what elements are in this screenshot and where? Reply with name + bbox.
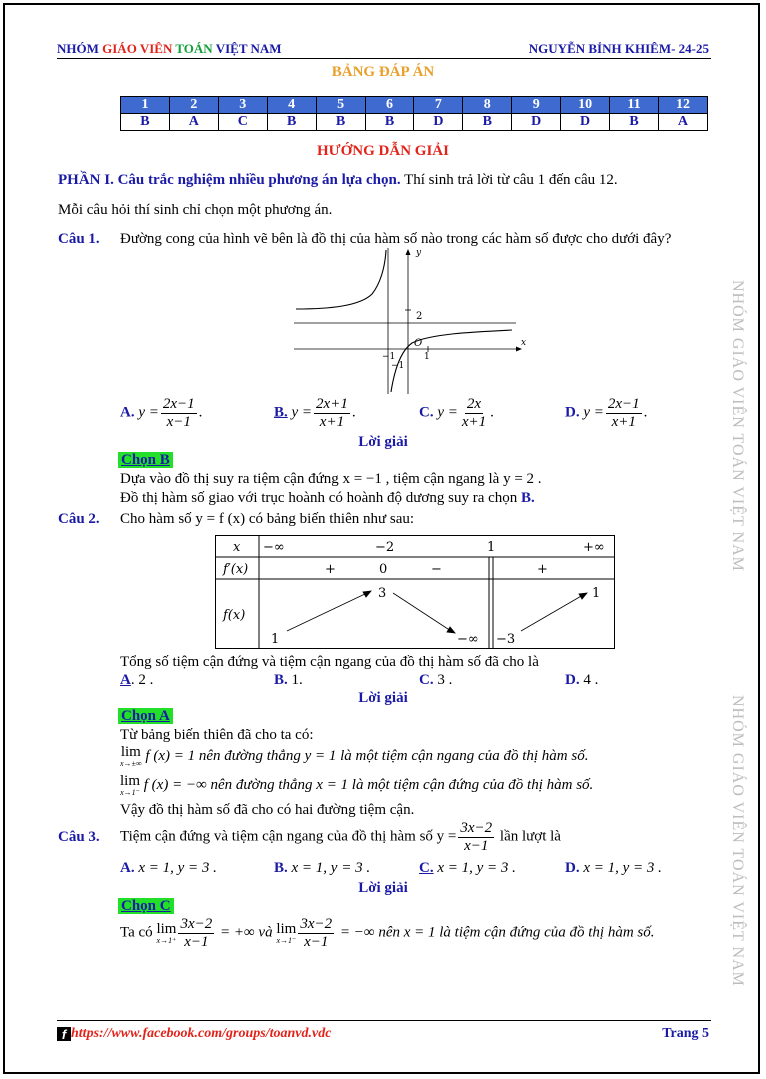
q3-option-c[interactable] [419, 860, 516, 877]
q1-option-d-fraction [606, 396, 642, 430]
q2-s1: Từ bảng biến thiên đã cho ta có: [120, 727, 314, 743]
answer-key-number: 10 [561, 97, 610, 114]
q1-option-d-lhs: y = [583, 404, 604, 421]
answer-key-answers-row [121, 114, 708, 131]
q2-option-a-letter: A [120, 672, 131, 688]
table-f-label: f(x) [223, 608, 246, 623]
q3-fraction [458, 820, 494, 854]
q3-option-c-text: x = 1, y = 3 . [433, 860, 516, 876]
table-x-neg2: −2 [375, 540, 395, 555]
table-fp-zero: 0 [379, 562, 388, 577]
q2-lim1-sub: x→±∞ [120, 759, 142, 768]
q1-sol2 [120, 490, 535, 507]
q2-option-a-text: . 2 . [130, 672, 154, 688]
q1-option-d[interactable] [565, 396, 647, 430]
q3-option-d-text: x = 1, y = 3 . [579, 860, 662, 876]
q3-lim2-word: lim [276, 920, 297, 937]
label-2: 2 [416, 311, 423, 322]
q2-s4: Vậy đồ thị hàm số đã cho có hai đường tiệm cận. [120, 802, 415, 818]
q1-option-a-lhs: y = [138, 404, 159, 421]
q3-lim1-num: 3x−2 [180, 916, 213, 932]
guide-title: HƯỚNG DẪN GIẢI [317, 143, 449, 159]
q1-option-c-den: x+1 [461, 413, 487, 430]
table-x-label: x [233, 540, 241, 555]
header-left-3: TOÁN [175, 41, 216, 56]
q2-question: Tổng số tiệm cận đứng và tiệm cận ngang của đồ thị hàm số đã cho là [120, 654, 539, 670]
q2-option-c-text: 3 . [433, 672, 453, 688]
q3-lim1 [156, 922, 176, 945]
watermark-1: NHÓM GIÁO VIÊN TOÁN VIỆT NAM [729, 280, 746, 572]
table-fp-plus2: + [537, 562, 548, 577]
q1-option-a-fraction [161, 396, 197, 430]
arrow-up-1 [287, 593, 367, 631]
table-f-1-right: 1 [592, 586, 601, 601]
answer-key-answer: B [316, 114, 365, 131]
q3-num: 3x−2 [460, 820, 493, 836]
q1-option-b-fraction [314, 396, 350, 430]
answer-key-answer: B [463, 114, 512, 131]
table-x-neg-inf: −∞ [263, 540, 285, 555]
table-f-neg-inf: −∞ [457, 632, 479, 647]
answer-key-number: 9 [512, 97, 561, 114]
q3-option-a-letter: A. [120, 860, 135, 876]
answer-key-answer: D [414, 114, 463, 131]
q2-lim1 [120, 745, 588, 768]
q1-option-a-end: . [198, 404, 203, 421]
q3-lim2-fraction [298, 916, 334, 950]
q1-option-d-num: 2x−1 [607, 396, 640, 412]
arrow-down [393, 593, 451, 631]
q3-option-b-letter: B. [274, 860, 288, 876]
q1-sol1: Dựa vào đồ thị suy ra tiệm cận đứng x = −1 , tiệm cận ngang là y = 2 . [120, 471, 542, 487]
answer-key-answer: D [561, 114, 610, 131]
origin-label: O [414, 338, 423, 349]
q1-text: Đường cong của hình vẽ bên là đồ thị của hàm số nào trong các hàm số được cho dưới đây? [120, 231, 672, 247]
answer-key-number: 7 [414, 97, 463, 114]
q1-option-b-end: . [351, 404, 356, 421]
q1-label: Câu 1. [58, 231, 100, 247]
table-f-neg3: −3 [496, 632, 516, 647]
q1-solution-title: Lời giải [358, 434, 408, 450]
q3-lim2-den: x−1 [304, 933, 329, 950]
q3-lim1-den: x−1 [184, 933, 209, 950]
watermark-2: NHÓM GIÁO VIÊN TOÁN VIỆT NAM [729, 695, 746, 987]
y-axis-arrow [406, 249, 411, 255]
page-number: Trang 5 [662, 1026, 709, 1041]
part1-title: PHẦN I. Câu trắc nghiệm nhiều phương án lựa chọn. [58, 172, 401, 188]
answer-key-number: 11 [610, 97, 659, 114]
arrow-up-2 [521, 595, 583, 631]
answer-key-answer: B [610, 114, 659, 131]
q3-text-b: lần lượt là [496, 828, 561, 845]
q1-option-d-end: . [643, 404, 648, 421]
part1-line1 [58, 172, 618, 189]
q3-text-a: Tiệm cận đứng và tiệm cận ngang của đồ thị hàm số y = [120, 828, 457, 845]
header-left-2: GIÁO VIÊN [102, 41, 176, 56]
q2-option-b[interactable] [274, 672, 303, 689]
q1-graph [290, 246, 526, 396]
q1-option-b[interactable] [274, 396, 356, 430]
q1-sol2a: Đồ thị hàm số giao với trục hoành có hoành độ dương suy ra chọn [120, 490, 522, 506]
q2-solution-title: Lời giải [358, 690, 408, 706]
answer-key-table [120, 96, 708, 131]
table-x-pos-inf: +∞ [583, 540, 605, 555]
answer-key-number: 12 [658, 97, 707, 114]
y-label: y [416, 248, 422, 258]
answer-key-answer: C [218, 114, 267, 131]
q2-option-d[interactable] [565, 672, 598, 689]
part1-rest: Thí sinh trả lời từ câu 1 đến câu 12. [400, 172, 618, 188]
q1-option-d-letter: D. [565, 404, 580, 421]
q1-chon: Chọn B [118, 452, 173, 468]
q1-option-a-den: x−1 [166, 413, 191, 430]
q1-option-c-lhs: y = [437, 404, 458, 421]
q2-option-b-letter: B. [274, 672, 288, 688]
q3-ta-co: Ta có [120, 924, 157, 941]
q3-option-d-letter: D. [565, 860, 580, 876]
curve-left-branch [296, 250, 386, 309]
footer-rule [57, 1020, 711, 1021]
header-rule [57, 58, 711, 59]
q1-option-c-fraction [460, 396, 488, 430]
q3-chon: Chọn C [118, 898, 174, 914]
label-neg1-x: −1 [382, 352, 396, 362]
q2-label: Câu 2. [58, 511, 100, 527]
table-fp-label: f′(x) [223, 562, 249, 577]
q2-lim1-word: lim [120, 744, 141, 760]
q2-option-b-text: 1. [287, 672, 303, 688]
q2-option-d-letter: D. [565, 672, 580, 688]
q3-label: Câu 3. [58, 829, 100, 845]
q2-text: Cho hàm số y = f (x) có bảng biến thiên như sau: [120, 511, 415, 527]
answer-key-answer: D [512, 114, 561, 131]
q3-option-a[interactable] [120, 860, 217, 877]
answer-key-number: 2 [169, 97, 218, 114]
q1-option-b-lhs: y = [291, 404, 313, 421]
footer-url[interactable]: https://www.facebook.com/groups/toanvd.vdc [71, 1026, 332, 1041]
curve-right-branch [391, 330, 512, 392]
q1-option-c-letter: C. [419, 404, 434, 421]
q3-option-d[interactable] [565, 860, 662, 877]
q1-option-b-num: 2x+1 [316, 396, 348, 412]
q3-den: x−1 [464, 837, 489, 854]
q1-option-a-letter: A. [120, 404, 135, 421]
q3-option-b[interactable] [274, 860, 370, 877]
answer-key-title: BẢNG ĐÁP ÁN [331, 64, 435, 80]
answer-key-number: 6 [365, 97, 414, 114]
q3-text [120, 820, 561, 854]
x-label: x [521, 338, 526, 348]
q3-solution-line [120, 916, 655, 950]
q3-option-c-letter: C. [419, 860, 434, 876]
q2-option-c[interactable] [419, 672, 452, 689]
table-fp-minus: − [431, 562, 442, 577]
arrow-up-2-head [579, 593, 587, 599]
answer-key-number: 3 [218, 97, 267, 114]
q3-lim1-fraction [178, 916, 214, 950]
q2-variation-table [215, 535, 616, 650]
facebook-icon: f [57, 1027, 71, 1041]
answer-key-answer: B [121, 114, 170, 131]
table-f-1-left: 1 [271, 632, 280, 647]
header-left [57, 41, 282, 57]
answer-key-number: 5 [316, 97, 365, 114]
footer-link[interactable] [57, 1026, 331, 1042]
q3-solution-title: Lời giải [358, 880, 408, 896]
q2-option-a[interactable] [120, 672, 153, 689]
q3-lim2 [276, 922, 296, 945]
q2-lim2-op [120, 774, 140, 797]
q2-chon: Chọn A [118, 708, 173, 724]
q2-lim1-op [120, 745, 142, 768]
q3-eq1: = +∞ và [216, 924, 277, 941]
answer-key-number: 8 [463, 97, 512, 114]
answer-key-numbers-row [121, 97, 708, 114]
q1-option-d-den: x+1 [611, 413, 636, 430]
label-neg1-y: −1 [391, 361, 405, 371]
header-right: NGUYỄN BỈNH KHIÊM- 24-25 [528, 41, 709, 56]
q3-option-b-text: x = 1, y = 3 . [287, 860, 371, 876]
q2-lim2-word: lim [120, 773, 141, 789]
header-left-1: NHÓM [57, 41, 103, 56]
answer-key-number: 1 [121, 97, 170, 114]
arrow-down-head [447, 627, 455, 633]
table-fp-plus1: + [325, 562, 336, 577]
q3-lim1-sub: x→1⁺ [156, 935, 177, 945]
q2-lim2 [120, 774, 593, 797]
q2-lim2-sub: x→1⁻ [120, 788, 140, 797]
part1-line2: Mỗi câu hỏi thí sinh chỉ chọn một phương án. [58, 202, 333, 218]
answer-key-number: 4 [267, 97, 316, 114]
table-f-3: 3 [378, 586, 387, 601]
q2-lim1-expr: f (x) = 1 nên đường thẳng y = 1 là một tiệm cận ngang của đồ thị hàm số. [141, 747, 589, 764]
q1-option-c-end: . [490, 404, 494, 421]
q2-lim2-expr: f (x) = −∞ nên đường thẳng x = 1 là một tiệm cận đứng của đồ thị hàm số. [140, 776, 594, 793]
q3-option-a-text: x = 1, y = 3 . [134, 860, 217, 876]
q1-option-c-num: 2x [466, 396, 482, 412]
q3-lim2-sub: x→1⁻ [276, 935, 297, 945]
answer-key-answer: B [365, 114, 414, 131]
label-1-x: 1 [424, 352, 430, 362]
q1-option-a[interactable] [120, 396, 202, 430]
q2-option-c-letter: C. [419, 672, 434, 688]
q2-option-d-text: 4 . [579, 672, 599, 688]
q1-option-b-letter: B. [274, 404, 288, 421]
answer-key-answer: A [658, 114, 707, 131]
q1-option-b-den: x+1 [319, 413, 345, 430]
table-x-1: 1 [487, 540, 496, 555]
q3-lim1-word: lim [156, 920, 177, 937]
q1-option-c[interactable] [419, 396, 494, 430]
q1-sol2b: B. [521, 490, 535, 506]
answer-key-answer: A [169, 114, 218, 131]
q3-eq2: = −∞ nên x = 1 là tiệm cận đứng của đồ thị hàm số. [336, 924, 655, 941]
header-left-4: VIỆT NAM [215, 41, 282, 56]
q3-lim2-num: 3x−2 [300, 916, 333, 932]
answer-key-answer: B [267, 114, 316, 131]
arrow-up-1-head [363, 591, 371, 597]
q1-option-a-num: 2x−1 [162, 396, 195, 412]
